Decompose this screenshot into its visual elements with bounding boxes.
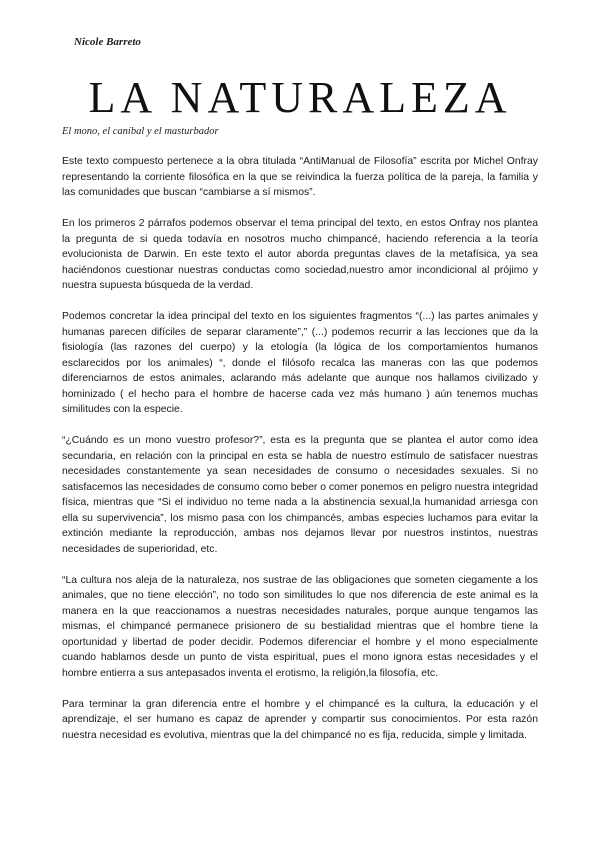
paragraph: En los primeros 2 párrafos podemos observar el tema principal del texto, en estos Onfray nos plantea la pregunta de si queda todavía en nosotros mucho chimpancé, haciendo referencia a la teoría evolucionista de Darwin. En este texto el autor aborda preguntas claves de la metafísica, ya sea haciéndonos cuestionar nuestras conductas como sociedad,nuestro amor incondicional al prójimo y nuestra supuesta búsqueda de la verdad. [62, 218, 538, 291]
paragraph: “La cultura nos aleja de la naturaleza, nos sustrae de las obligaciones que someten ciegamente a los animales, que no tiene elección”, no todo son similitudes lo que nos diferencia de este animal es la manera en la que reaccionamos a nuestras necesidades naturales, porque aunque tengamos las mismas, el chimpancé permanece prisionero de su bestialidad mientras que el hombre tiene la oportunidad y libertad de poder decidir. Podemos diferenciar el hombre y el mono especialmente cuando hablamos desde un punto de vista espiritual, pues el mono ignora estas necesidades y el hombre entierra a sus antepasados inventa el erotismo, la religión,la filosofía, etc. [62, 574, 538, 679]
document-subtitle: El mono, el caníbal y el masturbador [62, 126, 219, 137]
paragraph: “¿Cuándo es un mono vuestro profesor?”, esta es la pregunta que se plantea el autor como idea secundaria, en relación con la principal en esta se habla de nuestro estímulo de satisfacer nuestras necesidades constantemente ya sean necesidades de consumo o necesidades sexuales. Si no satisfacemos las necesidades de consumo como beber o comer ponemos en peligro nuestra integridad física, mientras que “Si el individuo no teme nada a la abstinencia sexual,la humanidad arriesga con ella su supervivencia”, los mismo pasa con los chimpancés, ambas especies luchamos para evitar la extinción mediante la reproducción, ambas nos dejamos llevar por nuestros instintos, nuestras necesidades de superioridad, etc. [62, 435, 538, 555]
paragraph: Para terminar la gran diferencia entre el hombre y el chimpancé es la cultura, la educación y el aprendizaje, el ser humano es capaz de aprender y compartir sus conocimientos. Por esta razón nuestra necesidad es evolutiva, mientras que la del chimpancé no es fija, reducida, simple y limitada. [62, 698, 538, 741]
document-title: LA NATURALEZA [88, 73, 512, 122]
paragraph: Podemos concretar la idea principal del texto en los siguientes fragmentos “(...) las partes animales y humanas parecen difíciles de separar claramente”,” (...) podemos recurrir a las lecciones que da la fisiología (las razones del cuerpo) y la etología (la lógica de los comportamientos humanos esclarecidos por los animales) “, donde el filósofo recalca las maneras con las que podemos diferenciarnos de estos animales, aclarando más adelante que aunque nos hallamos civilizado y hominizado ( el hecho para el hombre de hacerse cada vez más humano ) aún tenemos muchas similitudes con la especie. [62, 311, 538, 415]
document-body [62, 154, 538, 759]
author-name: Nicole Barreto [74, 36, 141, 48]
paragraph: Este texto compuesto pertenece a la obra titulada “AntiManual de Filosofía” escrita por Michel Onfray representando la corriente filosófica en la que se reivindica la fuerza política de la pareja, la familia y las comunidades que buscan “cambiarse a sí mismos”. [62, 156, 538, 198]
